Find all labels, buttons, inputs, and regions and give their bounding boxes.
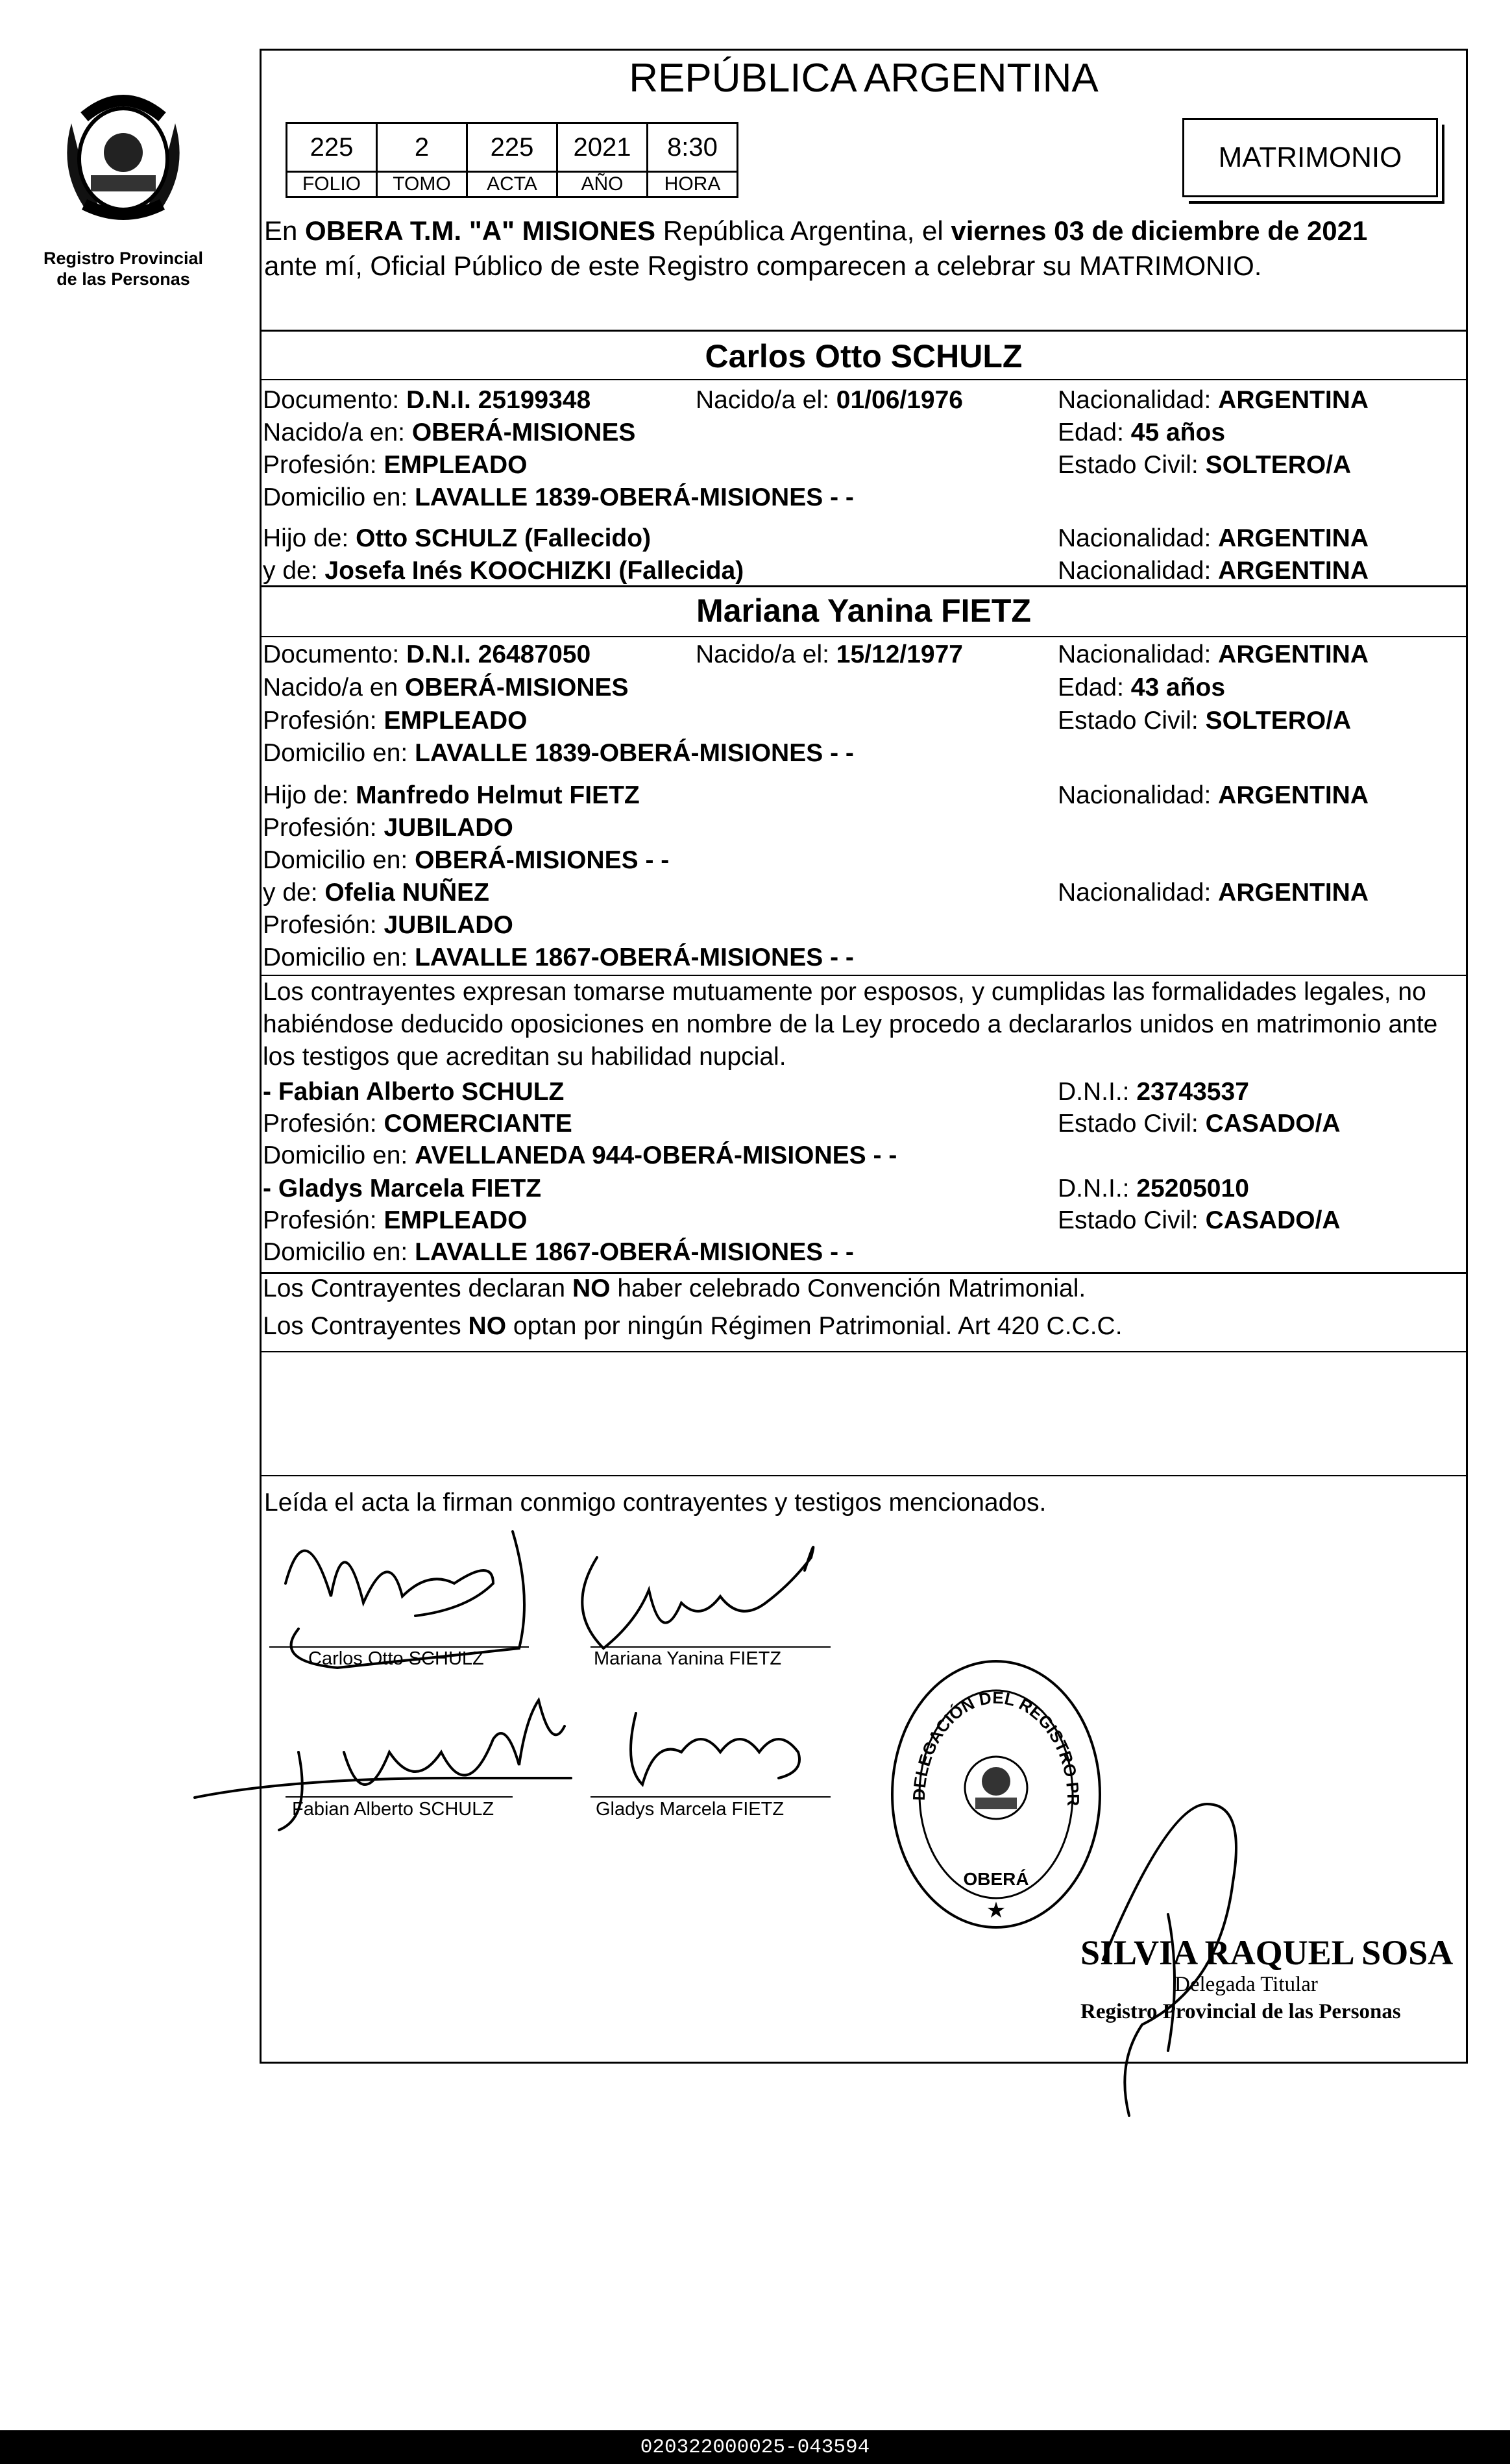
- signature-label-2: Mariana Yanina FIETZ: [594, 1648, 782, 1669]
- spouse1-mother: y de: Josefa Inés KOOCHIZKI (Fallecida): [263, 557, 744, 585]
- signature-line-1: [269, 1646, 529, 1648]
- intro-en: En: [264, 215, 298, 246]
- declaration-line-2: habiéndose deducido oposiciones en nombre de la Ley procedo a declararlos unidos en matrimonio ante: [263, 1010, 1438, 1038]
- signature-line-2: [591, 1646, 831, 1648]
- logo-text-1: Registro Provincial: [43, 249, 204, 268]
- declaration-line-3: los testigos que acreditan su habilidad nupcial.: [263, 1043, 786, 1071]
- signature-label-4: Gladys Marcela FIETZ: [596, 1799, 785, 1820]
- spouse1-place: Nacido/a en: OBERÁ-MISIONES: [263, 419, 636, 446]
- officer-name: SILVIA RAQUEL SOSA: [1080, 1933, 1454, 1972]
- spouse1-born: Nacido/a el: 01/06/1976: [696, 386, 963, 414]
- spouse2-name: Mariana Yanina FIETZ: [696, 592, 1031, 629]
- acta-value: 225: [467, 123, 557, 172]
- hora-value: 8:30: [648, 123, 738, 172]
- witness1-home: Domicilio en: AVELLANEDA 944-OBERÁ-MISIONES - -: [263, 1141, 897, 1169]
- spouse2-nat: Nacionalidad: ARGENTINA: [1058, 640, 1369, 668]
- page-title: REPÚBLICA ARGENTINA: [629, 56, 1099, 101]
- tomo-value: 2: [377, 123, 467, 172]
- spouse2-father-nat: Nacionalidad: ARGENTINA: [1058, 781, 1369, 809]
- hora-label: HORA: [648, 172, 738, 197]
- official-stamp: [886, 1652, 1106, 1937]
- spouse1-mother-nat: Nacionalidad: ARGENTINA: [1058, 557, 1369, 585]
- witness2-prof: Profesión: EMPLEADO: [263, 1206, 528, 1234]
- spouse1-home: Domicilio en: LAVALLE 1839-OBERÁ-MISIONES - -: [263, 483, 854, 511]
- stamp-star-icon: ★: [986, 1898, 1006, 1923]
- spouse2-doc: Documento: D.N.I. 26487050: [263, 640, 591, 668]
- acta-label: ACTA: [467, 172, 557, 197]
- witness2-home: Domicilio en: LAVALLE 1867-OBERÁ-MISIONES - -: [263, 1238, 854, 1266]
- spouse2-place: Nacido/a en OBERÁ-MISIONES: [263, 674, 629, 701]
- intro-place: OBERA T.M. "A" MISIONES: [305, 215, 656, 246]
- officer-role: Delegada Titular: [1175, 1973, 1318, 1996]
- footer-code: 020322000025-043594: [640, 2435, 870, 2459]
- spouse1-father-nat: Nacionalidad: ARGENTINA: [1058, 524, 1369, 552]
- witness1-prof: Profesión: COMERCIANTE: [263, 1110, 572, 1138]
- spouse2-mother-prof: Profesión: JUBILADO: [263, 911, 513, 939]
- stamp-city: OBERÁ: [963, 1869, 1029, 1889]
- convention-line-2: Los Contrayentes NO optan por ningún Régimen Patrimonial. Art 420 C.C.C.: [263, 1312, 1123, 1340]
- intro-line-2: ante mí, Oficial Público de este Registro comparecen a celebrar su MATRIMONIO.: [264, 250, 1262, 281]
- anio-value: 2021: [557, 123, 648, 172]
- spouse2-home: Domicilio en: LAVALLE 1839-OBERÁ-MISIONES - -: [263, 739, 854, 767]
- spouse2-mother-home: Domicilio en: LAVALLE 1867-OBERÁ-MISIONES - -: [263, 944, 854, 971]
- closing-text: Leída el acta la firman conmigo contrayentes y testigos mencionados.: [264, 1489, 1047, 1517]
- spouse1-civil: Estado Civil: SOLTERO/A: [1058, 451, 1352, 479]
- anio-label: AÑO: [557, 172, 648, 197]
- tomo-label: TOMO: [377, 172, 467, 197]
- spouse1-prof: Profesión: EMPLEADO: [263, 451, 528, 479]
- spouse2-mother: y de: Ofelia NUÑEZ: [263, 879, 489, 907]
- footer-barcode-text: [0, 2430, 1510, 2464]
- stamp-text: DELEGACIÓN DEL REGISTRO PR: [908, 1687, 1084, 1807]
- folio-value: 225: [287, 123, 377, 172]
- spouse2-mother-nat: Nacionalidad: ARGENTINA: [1058, 879, 1369, 907]
- spouse2-born: Nacido/a el: 15/12/1977: [696, 640, 963, 668]
- spouse1-doc: Documento: D.N.I. 25199348: [263, 386, 591, 414]
- witness2-name: - Gladys Marcela FIETZ: [263, 1175, 542, 1202]
- spouse2-prof: Profesión: EMPLEADO: [263, 707, 528, 735]
- witness1-civil: Estado Civil: CASADO/A: [1058, 1110, 1341, 1138]
- witness2-civil: Estado Civil: CASADO/A: [1058, 1206, 1341, 1234]
- declaration-line-1: Los contrayentes expresan tomarse mutuamente por esposos, y cumplidas las formalidades legales, no: [263, 978, 1426, 1006]
- witness1-dni: D.N.I.: 23743537: [1058, 1078, 1249, 1106]
- signature-line-3: [286, 1796, 513, 1798]
- signature-line-4: [591, 1796, 831, 1798]
- signature-label-1: Carlos Otto SCHULZ: [308, 1648, 484, 1669]
- spouse2-father-prof: Profesión: JUBILADO: [263, 814, 513, 842]
- spouse2-father: Hijo de: Manfredo Helmut FIETZ: [263, 781, 640, 809]
- spouse1-father: Hijo de: Otto SCHULZ (Fallecido): [263, 524, 651, 552]
- spouse2-age: Edad: 43 años: [1058, 674, 1226, 701]
- spouse2-civil: Estado Civil: SOLTERO/A: [1058, 707, 1352, 735]
- folio-label: FOLIO: [287, 172, 377, 197]
- spouse1-age: Edad: 45 años: [1058, 419, 1226, 446]
- witness2-dni: D.N.I.: 25205010: [1058, 1175, 1249, 1202]
- witness1-name: - Fabian Alberto SCHULZ: [263, 1078, 565, 1106]
- logo-text-2: de las Personas: [56, 269, 190, 289]
- signature-label-3: Fabian Alberto SCHULZ: [292, 1799, 494, 1820]
- intro-republic: República Argentina, el: [663, 215, 944, 246]
- spouse1-nat: Nacionalidad: ARGENTINA: [1058, 386, 1369, 414]
- intro-date: viernes 03 de diciembre de 2021: [951, 215, 1368, 246]
- spouse2-father-home: Domicilio en: OBERÁ-MISIONES - -: [263, 846, 670, 874]
- spouse1-name: Carlos Otto SCHULZ: [705, 338, 1023, 374]
- doc-type-label: MATRIMONIO: [1218, 141, 1402, 173]
- officer-org: Registro Provincial de las Personas: [1080, 2000, 1401, 2023]
- convention-line-1: Los Contrayentes declaran NO haber celebrado Convención Matrimonial.: [263, 1275, 1086, 1302]
